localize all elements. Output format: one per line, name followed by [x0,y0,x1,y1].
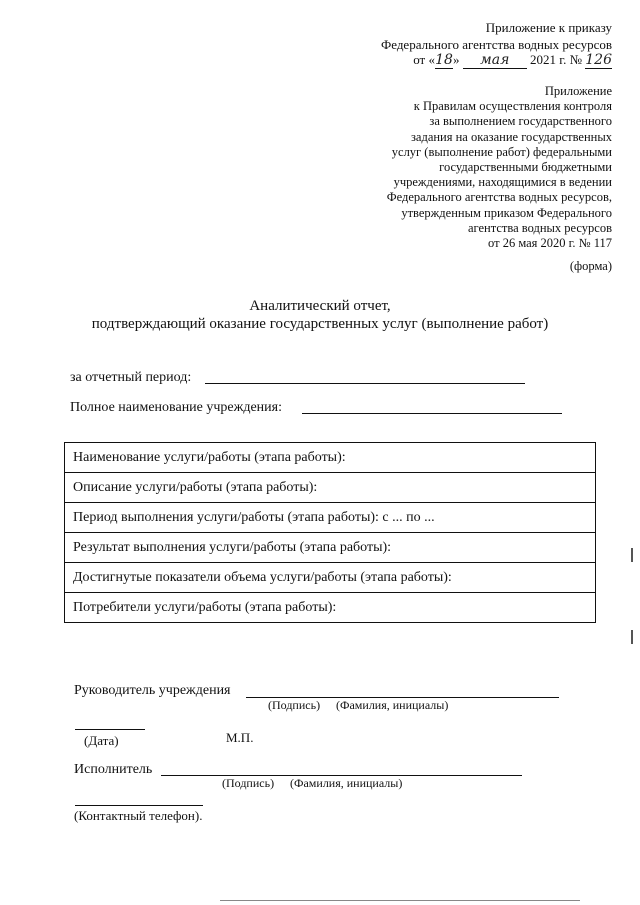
report-title: Аналитический отчет, [249,298,391,314]
order-appendix-line: Приложение к приказу [485,20,612,35]
appendix-line: Приложение [544,84,612,98]
appendix-line: услуг (выполнение работ) федеральными [391,144,612,159]
appendix-line: учреждениями, находящимися в ведении [393,175,612,190]
table-row [65,593,596,623]
appendix-line: государственными бюджетными [439,160,612,175]
appendix-line: задания на оказание государственных [410,129,612,144]
table-row [65,443,596,473]
service-consumers-cell[interactable]: Потребители услуги/работы (этапа работы): [65,593,596,623]
institution-label: Полное наименование учреждения: [70,400,282,415]
table-row [65,503,596,533]
order-date-prefix: от « [413,52,435,67]
service-result-cell[interactable]: Результат выполнения услуги/работы (этапа работы): [65,533,596,563]
appendix-line: к Правилам осуществления контроля [413,99,612,114]
period-label: за отчетный период: [70,370,192,385]
appendix-line: за выполнением государственного [429,114,612,129]
date-line[interactable] [75,729,145,730]
order-day: 18 [435,52,453,68]
appendix-line: агентства водных ресурсов [467,220,612,235]
stamp-label: М.П. [226,730,254,745]
service-description-cell[interactable]: Описание услуги/работы (этапа работы): [65,473,596,503]
order-month: мая [463,53,527,69]
executor-name-caption: (Фамилия, инициалы) [290,776,403,790]
head-sign-caption: (Подпись) [268,698,321,712]
service-name-cell[interactable]: Наименование услуги/работы (этапа работы): [65,443,596,473]
order-date-line [413,52,612,69]
appendix-line: Федерального агентства водных ресурсов, [386,190,612,205]
head-name-caption: (Фамилия, инициалы) [336,698,449,712]
appendix-block [387,84,612,274]
scan-edge [220,900,580,901]
order-year: 2021 г. № [529,52,583,67]
service-period-cell[interactable]: Период выполнения услуги/работы (этапа работы): с ... по ... [65,503,596,533]
form-label: (форма) [569,259,612,274]
head-label: Руководитель учреждения [74,683,231,698]
institution-input-line[interactable] [302,413,562,414]
order-number: 126 [585,52,612,68]
report-table [64,442,596,623]
service-volume-cell[interactable]: Достигнутые показатели объема услуги/работы (этапа работы): [65,563,596,593]
period-input-line[interactable] [205,383,525,384]
phone-caption: (Контактный телефон). [74,808,203,823]
appendix-line: от 26 мая 2020 г. № 117 [488,236,612,251]
date-caption: (Дата) [84,733,119,748]
phone-line[interactable] [75,805,203,806]
report-subtitle: подтверждающий оказание государственных услуг (выполнение работ) [91,316,549,332]
scan-mark [631,548,636,562]
scan-mark [631,630,636,644]
executor-label: Исполнитель [74,762,153,777]
order-date-quote: » [452,52,460,67]
executor-sign-caption: (Подпись) [222,776,275,790]
agency-line: Федерального агентства водных ресурсов [380,37,612,52]
table-row [65,473,596,503]
table-row [65,563,596,593]
appendix-line: утвержденным приказом Федерального [401,205,612,220]
table-row [65,533,596,563]
